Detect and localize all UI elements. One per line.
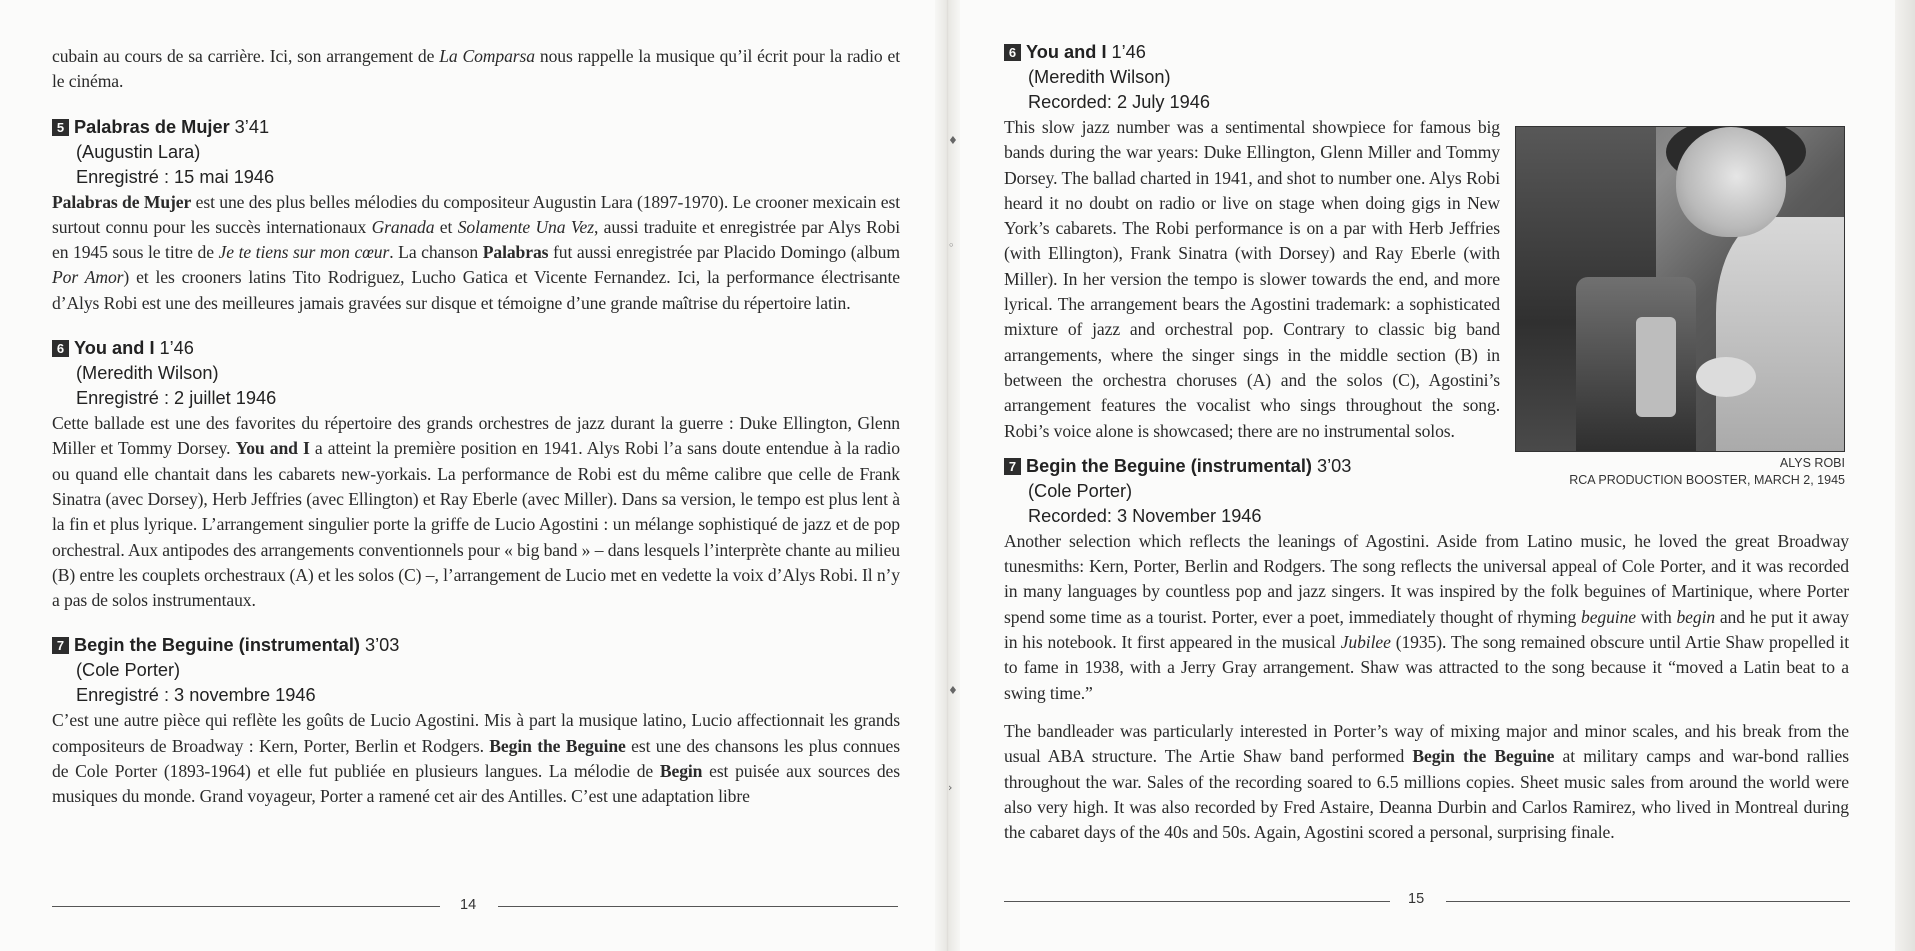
track-heading [1004, 40, 1849, 115]
track-recorded: Recorded: 3 November 1946 [1028, 505, 1262, 526]
text-run: Granada [371, 216, 435, 237]
text-run: You and I [235, 438, 310, 459]
text-run: Begin the Beguine [1412, 746, 1555, 767]
track-heading [52, 115, 900, 190]
track-number-box: 6 [52, 340, 69, 357]
track-number-box: 7 [52, 637, 69, 654]
text-run: C’est une autre pièce qui reflète les goûts de Lucio Agostini. Mis à part la musique latino, Lucio affectionnait les grands compositeurs de Broadway : Kern, Porter, Berlin et Rodgers. [52, 710, 900, 756]
text-run: Begin [659, 761, 703, 782]
text-run: This slow jazz number was a sentimental showpiece for famous big bands during the war years: Duke Ellington, Glenn Miller and Tommy Dorsey. The ballad charted in 1941, and shot to number one. Alys Robi heard it no doubt on radio or live on stage when doing gigs in New York’s cabarets. The Robi performance is on a par with Herb Jeffries (with Ellington), Frank Sinatra (with Dorsey) and Ray Eberle (with Miller). In her version the tempo is slower towards the end, and more lyrical. The arrangement bears the Agostini trademark: a sophisticated mixture of jazz and orchestral pop. Contrary to classic big band arrangements, where the singer sings in the middle section (B) in between the orchestra choruses (A) and the solos (C), Agostini’s arrangement features the vocalist who sings throughout the song. Robi’s voice alone is showcased; there are no instrumental solos. [1004, 117, 1500, 441]
page-edge [1895, 0, 1915, 951]
track-number-box: 7 [1004, 458, 1021, 475]
left-column [52, 44, 900, 810]
photo-caption [1515, 455, 1845, 489]
text-run: with [1636, 606, 1677, 627]
page-number: 15 [1408, 891, 1425, 907]
track-number-box: 5 [52, 119, 69, 136]
text-run: a atteint la première position en 1941. Alys Robi l’a sans doute entendue à la radio ou quand elle chantait dans les cabarets new-yorkais. La performance de Robi est du même calibre que celle de Frank Sinatra (avec Dorsey), Herb Jeffries (avec Ellington) et Ray Eberle (avec Miller). Dans sa version, le tempo est plus lent à la fin et plus lyrique. L’arrangement singulier porte la griffe de Lucio Agostini : un mélange sophistiqué de jazz et de pop orchestral. Aux antipodes des arrangements conventionnels pour « big band » – dans lesquels l’interprète chante au milieu (B) entre les couplets orchestraux (A) et les solos (C) –, l’arrangement de Lucio met en vedette la voix d’Alys Robi. Il n’y a pas de solos instrumentaux. [52, 438, 900, 611]
footer-rule [1004, 901, 1390, 902]
footer-rule [52, 906, 440, 907]
track-description-continued [1004, 719, 1849, 845]
track-duration: 3’41 [234, 116, 270, 137]
text-run: Another selection which reflects the leanings of Agostini. Aside from Latino music, he loved the great Broadway tunesmiths: Kern, Porter, Berlin and Rodgers. The song reflects the universal appeal of Cole Porter, and it was recorded in many languages by countless pop and jazz singers. It was inspired by the folk beguines of Martinique, where Porter spend some time as a tourist. Porter, ever a poet, immediately thought of rhyming [1004, 530, 1849, 627]
text-run: fut aussi enregistrée par Placido Domingo (album [548, 242, 900, 263]
track-recorded: Enregistré : 3 novembre 1946 [76, 685, 316, 706]
track-duration: 1’46 [159, 338, 194, 359]
track-composer: (Cole Porter) [76, 660, 181, 681]
track-heading [52, 336, 900, 411]
track-description [52, 411, 900, 613]
text-run: et [434, 216, 458, 237]
text-run: and he put it away in his notebook. It first appeared in the musical [1004, 606, 1850, 653]
track-number-box: 6 [1004, 44, 1021, 61]
text-run: . La chanson [389, 242, 483, 263]
text-run: (1935). The song remained obscure until Artie Shaw propelled it to fame in 1938, with a Jerry Gray arrangement. Shaw was attracted to the song because it “moved a Latin beat to a swing time.” [1004, 632, 1850, 703]
track-composer: (Cole Porter) [1028, 480, 1133, 501]
track-title: Palabras de Mujer [74, 116, 230, 137]
track-recorded: Enregistré : 15 mai 1946 [76, 166, 275, 187]
intro-paragraph: cubain au cours de sa carrière. Ici, son arrangement de La Comparsa nous rappelle la musique qu’il écrit pour la radio et le cinéma. [52, 46, 900, 92]
page-number: 14 [460, 897, 477, 913]
track-title: Begin the Beguine (instrumental) [74, 635, 360, 656]
text-run: begin [1676, 606, 1716, 627]
text-run: Palabras [482, 242, 549, 263]
track-duration: 1’46 [1111, 42, 1146, 62]
text-run: ) et les crooners latins Tito Rodriguez, Lucho Gatica et Vicente Fernandez. Ici, la performance électrisante d’Alys Robi est une des meilleures jamais gravées sur disque et témoigne d’une grande maîtrise du répertoire latin. [52, 267, 900, 313]
text-run: Solamente Una Vez [457, 216, 594, 237]
track-composer: (Meredith Wilson) [1028, 67, 1171, 87]
text-run: at military camps and war-bond rallies throughout the war. Sales of the recording soared to 6.5 millions copies. Sheet music sales from around the world were also very high. It was also recorded by Fred Astaire, Deanna Durbin and Carlos Ramirez, who lived in Montreal during the cabaret days of the 40s and 50s. Again, Agostini scored a personal, surprising finale. [1004, 746, 1849, 843]
text-run: est puisée aux sources des musiques du monde. Grand voyageur, Porter a ramené cet air des Antilles. C’est une adaptation libre [52, 761, 900, 807]
text-run: Begin the Beguine [489, 735, 626, 756]
track-duration: 3’03 [364, 635, 400, 656]
footer-rule [1446, 901, 1850, 902]
text-run: beguine [1581, 606, 1636, 627]
track-recorded: Recorded: 2 July 1946 [1028, 92, 1210, 112]
footer-rule [498, 906, 898, 907]
text-run: Palabras de Mujer [52, 191, 192, 212]
text-run: Por Amor [52, 267, 124, 288]
track-description [52, 708, 900, 809]
text-run: , aussi traduite et enregistrée par Alys Robi en 1945 sous le titre de [52, 216, 900, 263]
track-description [52, 190, 900, 316]
track-heading [52, 633, 900, 708]
text-run: est une des plus belles mélodies du compositeur Augustin Lara (1897-1970). Le crooner mexicain est surtout connu pour les succès internationaux [52, 191, 900, 237]
margin-mark: ♦ [948, 684, 958, 697]
track-composer: (Augustin Lara) [76, 141, 201, 162]
text-run: est une des chansons les plus connues de Cole Porter (1893-1964) et elle fut publiée en plusieurs langues. La mélodie de [52, 735, 900, 782]
photo-caption-line: ALYS ROBI [1779, 456, 1845, 470]
text-run: Cette ballade est une des favorites du répertoire des grands orchestres de jazz durant la guerre : Duke Ellington, Glenn Miller et Tommy Dorsey. [52, 413, 900, 459]
text-run: Je te tiens sur mon cœur [218, 242, 390, 263]
track-title: Begin the Beguine (instrumental) [1026, 455, 1312, 476]
track-description [1004, 115, 1500, 444]
text-run: The bandleader was particularly interested in Porter’s way of mixing major and minor scales, and his break from the usual ABA structure. The Artie Shaw band performed [1004, 720, 1849, 767]
track-title: You and I [1026, 42, 1107, 62]
margin-mark: ◦ [948, 239, 955, 252]
photo-caption-line: RCA PRODUCTION BOOSTER, MARCH 2, 1945 [1569, 473, 1845, 487]
text-run: Jubilee [1340, 632, 1391, 653]
margin-mark: ♦ [948, 134, 958, 147]
track-description [1004, 529, 1849, 706]
track-composer: (Meredith Wilson) [76, 363, 219, 384]
track-duration: 3’03 [1316, 455, 1352, 476]
track-title: You and I [74, 338, 155, 359]
margin-mark: › [948, 781, 953, 794]
track-recorded: Enregistré : 2 juillet 1946 [76, 388, 277, 409]
alys-robi-photo [1515, 126, 1845, 452]
